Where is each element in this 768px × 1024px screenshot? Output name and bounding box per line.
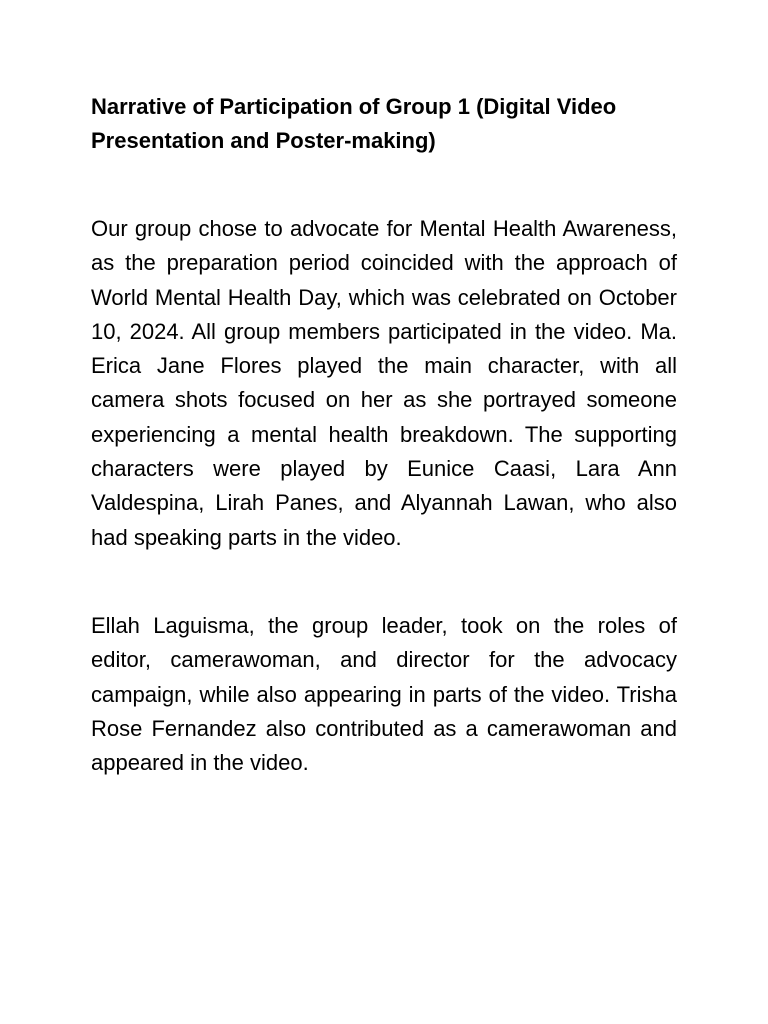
document-page bbox=[91, 90, 677, 780]
paragraph-leader-roles: Ellah Laguisma, the group leader, took on the roles of editor, camerawoman, and director for the advocacy campaign, while also appearing in parts of the video. Trisha Rose Fernandez also contributed as a camerawoman and appeared in the video. bbox=[91, 612, 677, 776]
paragraph-group-roles: Our group chose to advocate for Mental Health Awareness, as the preparation period coincided with the approach of World Mental Health Day, which was celebrated on October 10, 2024. All group members participated in the video. Ma. Erica Jane Flores played the main character, with all camera shots focused on her as she portrayed someone experiencing a mental health breakdown. The supporting characters were played by Eunice Caasi, Lara Ann Valdespina, Lirah Panes, and Alyannah Lawan, who also had speaking parts in the video. bbox=[91, 216, 677, 550]
document-title: Narrative of Participation of Group 1 (Digital Video Presentation and Poster-making) bbox=[91, 94, 617, 153]
